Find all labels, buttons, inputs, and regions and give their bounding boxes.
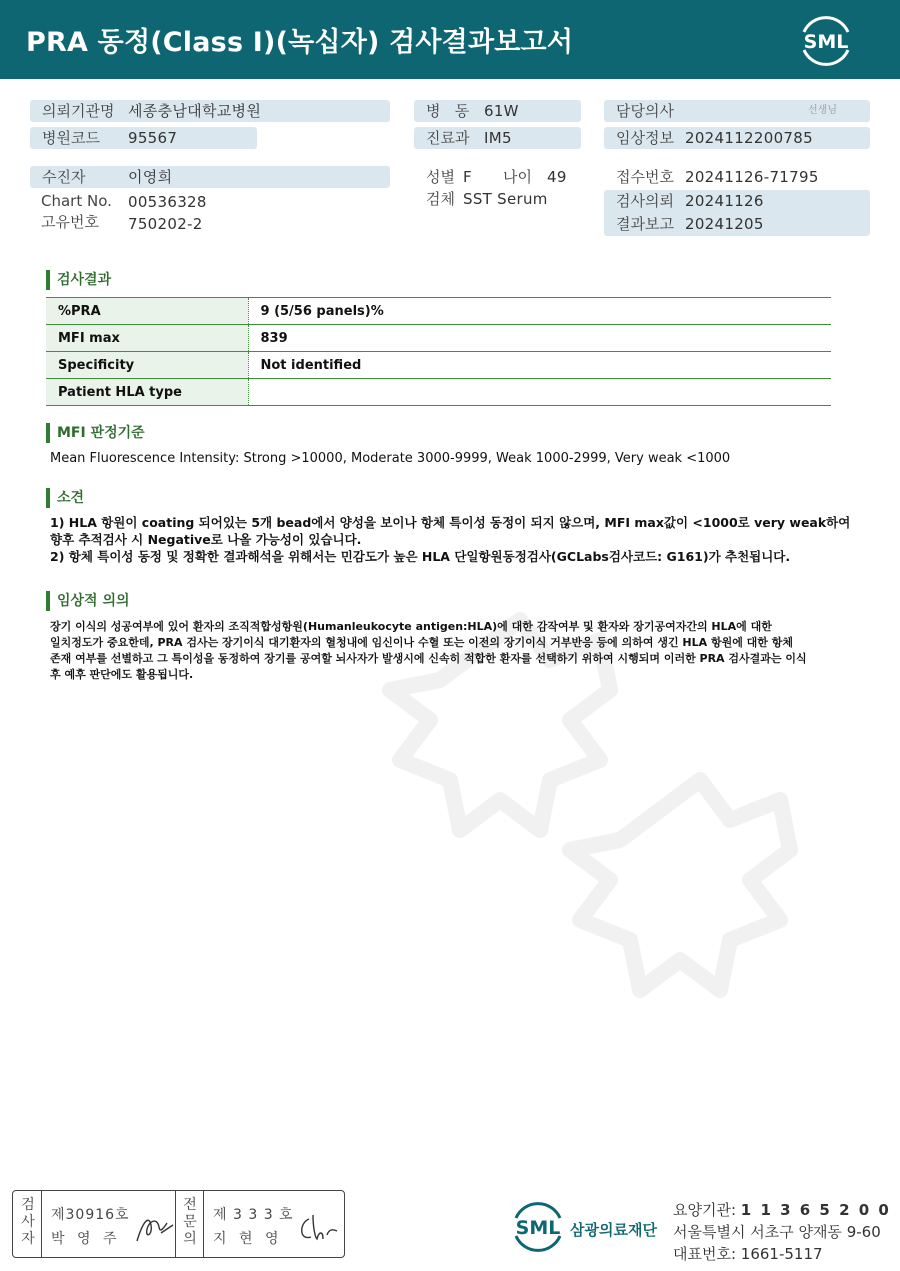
signature-box bbox=[12, 1190, 345, 1258]
divider bbox=[175, 1191, 176, 1257]
sex-label: 성별 bbox=[426, 168, 455, 186]
result-key: %PRA bbox=[46, 298, 248, 325]
ward-value: 61W bbox=[484, 102, 519, 120]
sml-logo-icon bbox=[796, 12, 856, 68]
expert-signature-icon bbox=[295, 1211, 339, 1247]
request-org-value: 세종충남대학교병원 bbox=[128, 102, 262, 120]
divider bbox=[203, 1191, 204, 1257]
unique-label: 고유번호 bbox=[41, 213, 99, 231]
hospital-code-label: 병원코드 bbox=[42, 129, 100, 147]
report-date-value: 20241205 bbox=[685, 215, 764, 233]
ward-label: 병 동 bbox=[426, 102, 470, 120]
clinical-info-label: 임상정보 bbox=[616, 129, 674, 147]
clinical-info-value: 2024112200785 bbox=[685, 129, 813, 147]
clinical-line-3: 존재 여부를 선별하고 그 특이성을 동정하여 장기를 공여할 뇌사자가 발생시에 신속히 적합한 환자를 선택하기 위하여 시행되며 이러한 PRA 검사결과는 이식 bbox=[50, 652, 807, 665]
age-label: 나이 bbox=[503, 168, 532, 186]
test-req-value: 20241126 bbox=[685, 192, 764, 210]
footer-logo-text: SML bbox=[515, 1217, 561, 1239]
care-institution: 요양기관: 1 1 3 6 5 2 0 0 bbox=[673, 1201, 891, 1219]
opinion-section-title: 소견 bbox=[46, 488, 84, 508]
mfi-criteria-text: Mean Fluorescence Intensity: Strong >10000, Moderate 3000-9999, Weak 1000-2999, Very weak <1000 bbox=[50, 451, 731, 466]
report-title: PRA 동정(Class I)(녹십자) 검사결과보고서 bbox=[26, 27, 574, 58]
sex-value: F bbox=[463, 168, 472, 186]
specimen-label: 검체 bbox=[426, 190, 455, 208]
table-row bbox=[46, 379, 831, 406]
table-row bbox=[46, 298, 831, 325]
clinical-line-4: 후 예후 판단에도 활용됩니다. bbox=[50, 668, 194, 681]
footer-phone: 대표번호: 1661-5117 bbox=[673, 1245, 823, 1263]
report-header bbox=[0, 0, 900, 79]
patient-label: 수진자 bbox=[42, 168, 86, 186]
clinical-line-2: 일치정도가 중요한데, PRA 검사는 장기이식 대기환자의 혈청내에 임신이나 수혈 또는 이전의 장기이식 거부반응 등에 의하여 생긴 HLA 항원에 대한 항체 bbox=[50, 636, 794, 649]
chart-label: Chart No. bbox=[41, 192, 112, 210]
mfi-section-title: MFI 판정기준 bbox=[46, 423, 145, 443]
chart-value: 00536328 bbox=[128, 193, 207, 211]
test-req-label: 검사의뢰 bbox=[616, 192, 674, 210]
expert-license-no: 제 3 3 3 호 bbox=[213, 1207, 294, 1223]
clinical-section-title: 임상적 의의 bbox=[46, 591, 130, 611]
specimen-value: SST Serum bbox=[463, 190, 548, 208]
logo-text: SML bbox=[803, 31, 849, 53]
result-value: 9 (5/56 panels)% bbox=[248, 298, 831, 325]
result-key: Specificity bbox=[46, 352, 248, 379]
examiner-signature-icon bbox=[133, 1211, 177, 1247]
results-section-title: 검사결과 bbox=[46, 270, 111, 290]
clinical-line-1: 장기 이식의 성공여부에 있어 환자의 조직적합성항원(Humanleukocyte antigen:HLA)에 대한 감작여부 및 환자와 장기공여자간의 HLA에 대한 bbox=[50, 620, 772, 633]
examiner-license-no: 제30916호 bbox=[51, 1207, 130, 1223]
patient-value: 이영희 bbox=[128, 168, 173, 186]
request-org-label: 의뢰기관명 bbox=[42, 102, 115, 120]
receipt-label: 접수번호 bbox=[616, 168, 674, 186]
doctor-label: 담당의사 bbox=[616, 102, 674, 120]
examiner-vertical-label: 검 사 자 bbox=[21, 1197, 35, 1247]
dept-label: 진료과 bbox=[426, 129, 470, 147]
result-value: Not identified bbox=[248, 352, 831, 379]
hospital-code-value: 95567 bbox=[128, 129, 178, 147]
unique-value: 750202-2 bbox=[128, 215, 203, 233]
expert-vertical-label: 전 문 의 bbox=[183, 1197, 197, 1247]
result-key: Patient HLA type bbox=[46, 379, 248, 406]
dept-value: IM5 bbox=[484, 129, 512, 147]
footer-org-name: 삼광의료재단 bbox=[570, 1221, 657, 1239]
table-row bbox=[46, 352, 831, 379]
result-value: 839 bbox=[248, 325, 831, 352]
table-row bbox=[46, 325, 831, 352]
patient-row bbox=[30, 166, 390, 188]
opinion-line-3: 2) 항체 특이성 동정 및 정확한 결과해석을 위해서는 민감도가 높은 HLA 단일항원동정검사(GCLabs검사코드: G161)가 추천됩니다. bbox=[50, 549, 791, 564]
receipt-value: 20241126-71795 bbox=[685, 168, 819, 186]
opinion-line-2: 향후 추적검사 시 Negative로 나올 가능성이 있습니다. bbox=[50, 532, 362, 547]
examiner-name: 박 영 주 bbox=[51, 1231, 121, 1247]
opinion-line-1: 1) HLA 항원이 coating 되어있는 5개 bead에서 양성을 보이나 항체 특이성 동정이 되지 않으며, MFI max값이 <1000로 very weak하여 bbox=[50, 515, 851, 530]
age-value: 49 bbox=[547, 168, 567, 186]
result-key: MFI max bbox=[46, 325, 248, 352]
report-date-label: 결과보고 bbox=[616, 215, 674, 233]
expert-name: 지 현 영 bbox=[213, 1231, 283, 1247]
divider bbox=[41, 1191, 42, 1257]
footer-address: 서울특별시 서초구 양재동 9-60 bbox=[673, 1223, 881, 1241]
results-table bbox=[46, 297, 831, 406]
sml-footer-logo-icon bbox=[508, 1198, 568, 1254]
doctor-suffix: 선생님 bbox=[808, 105, 837, 116]
result-value bbox=[248, 379, 831, 406]
